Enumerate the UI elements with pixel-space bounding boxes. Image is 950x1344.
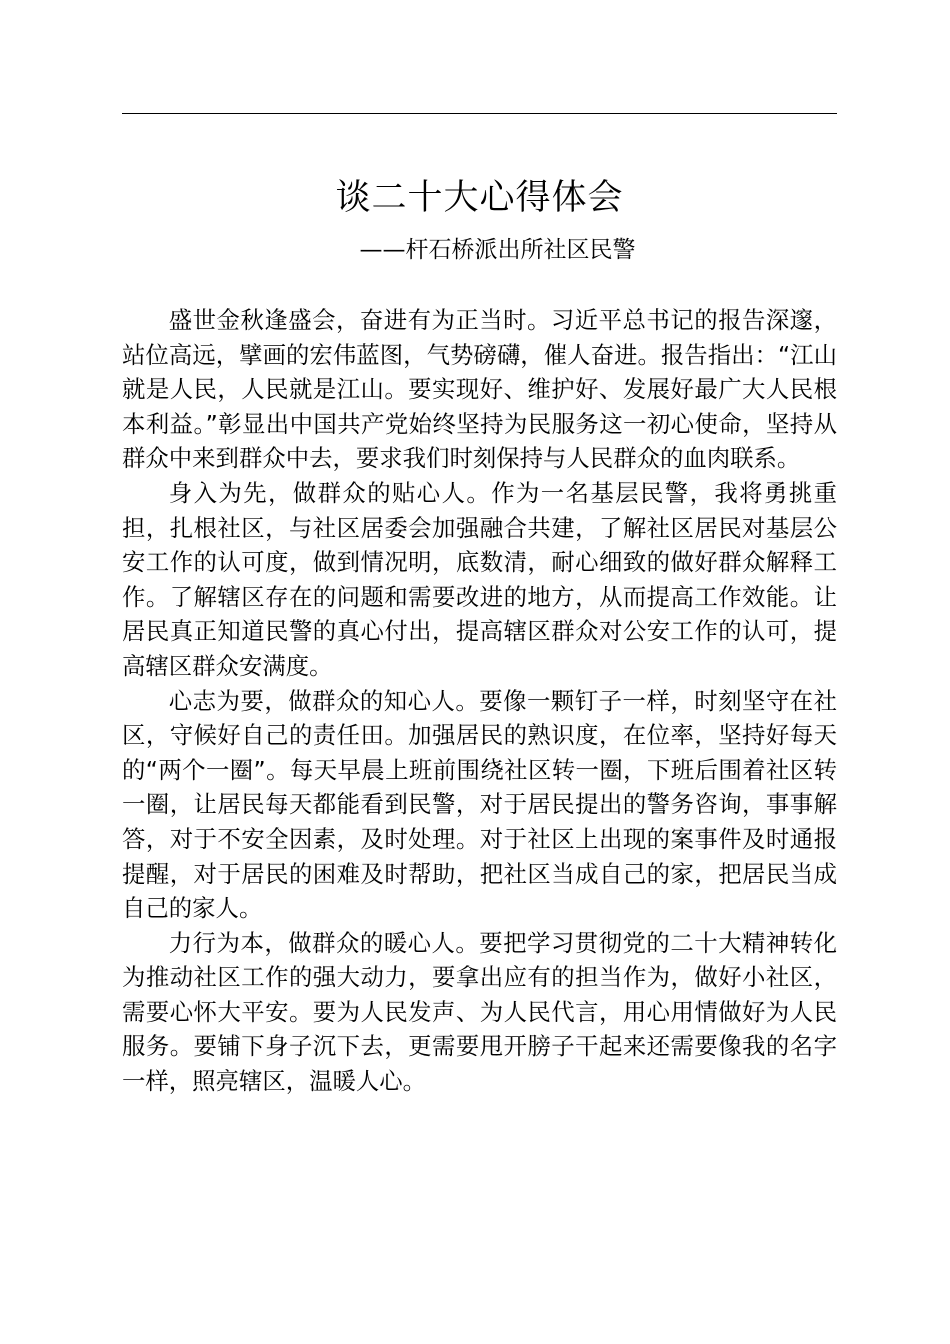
document-subtitle: ——杆石桥派出所社区民警 <box>359 237 636 263</box>
paragraph-4: 力行为本，做群众的暖心人。要把学习贯彻党的二十大精神转化为推动社区工作的强大动力，要拿出应有的担当作为，做好小社区，需要心怀大平安。要为人民发声、为人民代言，用心用情做好为人民服务。要铺下身子沉下去，更需要甩开膀子干起来还需要像我的名字一样，照亮辖区，温暖人心。 <box>122 928 837 1096</box>
document-title: 谈二十大心得体会 <box>335 178 624 218</box>
paragraph-3: 心志为要，做群众的知心人。要像一颗钉子一样，时刻坚守在社区，守候好自己的责任田。加强居民的熟识度，在位率，坚持好每天的“两个一圈”。每天早晨上班前围绕社区转一圈，下班后围着社区转一圈，让居民每天都能看到民警，对于居民提出的警务咨询，事事解答，对于不安全因素，及时处理。对于社区上出现的案事件及时通报提醒，对于居民的困难及时帮助，把社区当成自己的家，把居民当成自己的家人。 <box>122 686 837 923</box>
paragraph-2: 身入为先，做群众的贴心人。作为一名基层民警，我将勇挑重担，扎根社区，与社区居委会加强融合共建，了解社区居民对基层公安工作的认可度，做到情况明，底数清，耐心细致的做好群众解释工作。了解辖区存在的问题和需要改进的地方，从而提高工作效能。让居民真正知道民警的真心付出，提高辖区群众对公安工作的认可，提高辖区群众安满度。 <box>122 478 837 680</box>
header-rule <box>122 113 837 114</box>
paragraph-1: 盛世金秋逢盛会，奋进有为正当时。习近平总书记的报告深邃，站位高远，擘画的宏伟蓝图，气势磅礴，催人奋进。报告指出：“江山就是人民，人民就是江山。要实现好、维护好、发展好最广大人民根本利益。”彰显出中国共产党始终坚持为民服务这一初心使命，坚持从群众中来到群众中去，要求我们时刻保持与人民群众的血肉联系。 <box>122 306 837 473</box>
document-body <box>122 303 837 1099</box>
